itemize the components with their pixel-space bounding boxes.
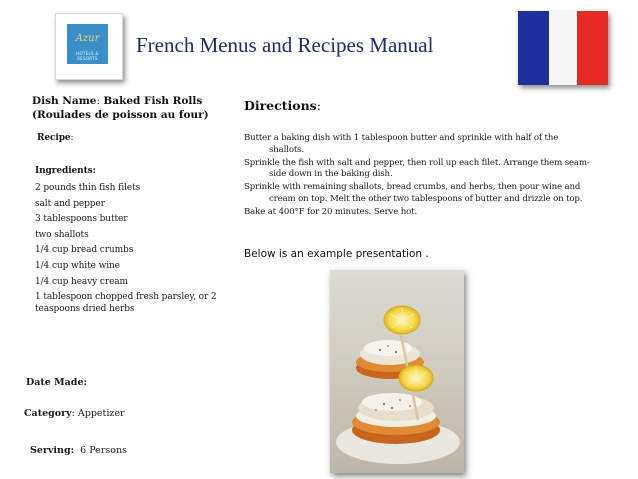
category: Category: Appetizer (24, 408, 125, 419)
direction-step: Sprinkle the fish with salt and pepper, then roll up each filet. Arrange them seam-side down in the baking dish. (244, 157, 590, 180)
logo-badge (67, 24, 108, 64)
dish-name-line (32, 94, 209, 108)
direction-step: Bake at 400°F for 20 minutes. Serve hot. (244, 206, 418, 217)
ingredients-list (35, 181, 230, 315)
dish-french-name: (Roulades de poisson au four) (32, 109, 209, 121)
dish-name-block (32, 94, 209, 122)
list-item: 1 tablespoon chopped fresh parsley, or 2 teaspoons dried herbs (35, 292, 217, 315)
recipe-label: Recipe: (37, 133, 74, 143)
directions-heading: Directions: (244, 98, 321, 113)
serving: Serving: 6 Persons (30, 445, 127, 456)
list-item: two shallots (35, 229, 89, 240)
list-item: salt and pepper (35, 198, 105, 209)
list-item: 1/4 cup heavy cream (35, 276, 128, 287)
direction-step: Sprinkle with remaining shallots, bread crumbs, and herbs, then pour wine and cream on top. Melt the other two tablespoons of butter and drizzle on top. (244, 182, 583, 204)
dish-name-sep: : (96, 95, 104, 107)
ingredients-heading: Ingredients: (35, 166, 96, 176)
fish-rolls-photo (330, 270, 464, 473)
list-item: 1/4 cup white wine (35, 260, 120, 271)
french-flag-icon (518, 11, 608, 85)
hotel-logo (55, 13, 123, 80)
list-item: 1/4 cup bread crumbs (35, 245, 134, 256)
date-made: Date Made: (26, 377, 87, 388)
dish-name-value: Baked Fish Rolls (103, 95, 203, 107)
logo-subtext: HOTELS & RESORTS (76, 51, 99, 61)
directions-list (244, 133, 594, 220)
flag-blue-stripe (518, 11, 549, 85)
logo-text: Azur (75, 33, 100, 44)
list-item: 2 pounds thin fish filets (35, 183, 141, 193)
page-title: French Menus and Recipes Manual (136, 33, 434, 57)
direction-step: Butter a baking dish with 1 tablespoon butter and sprinkle with half of the shallots. (244, 133, 559, 155)
flag-red-stripe (577, 11, 608, 85)
list-item: 3 tablespoons butter (35, 214, 128, 225)
food-photo-illustration (330, 270, 464, 473)
dish-name-label: Dish Name (32, 95, 97, 107)
example-note: Below is an example presentation . (244, 248, 429, 260)
flag-white-stripe (549, 11, 577, 85)
